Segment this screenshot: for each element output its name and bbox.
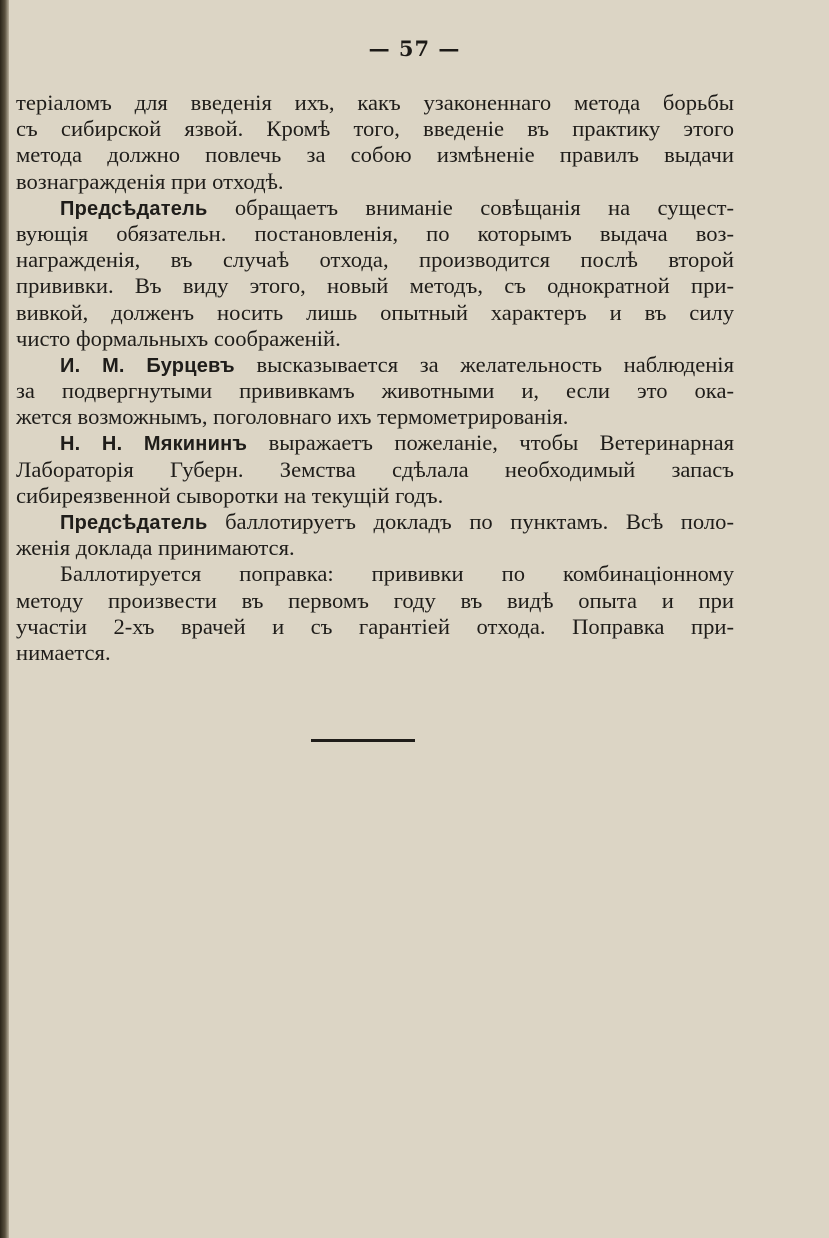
text-line: нимается. <box>16 639 111 665</box>
text-line: методу произвести въ первомъ году въ видѣ опыта и при <box>16 587 734 613</box>
text-line <box>16 195 734 221</box>
text-line: вующія обязательн. постановленія, по которымъ выдача воз- <box>16 220 734 246</box>
section-end-rule <box>311 739 415 742</box>
text-line: теріаломъ для введенія ихъ, какъ узаконеннаго метода борьбы <box>16 90 734 115</box>
text-line: Лабораторія Губерн. Земства сдѣлала необходимый запасъ <box>16 456 734 482</box>
text-line: съ сибирской язвой. Кромѣ того, введеніе въ практику этого <box>16 116 734 142</box>
text-line: чисто формальныхъ соображеній. <box>16 325 341 351</box>
paragraph-3 <box>16 352 734 431</box>
text-line-rest: выражаетъ пожеланіе, чтобы Ветеринарная <box>268 430 734 456</box>
speaker-name: Предсѣдатель <box>60 197 208 220</box>
text-line <box>16 509 734 535</box>
text-line-rest: баллотируетъ докладъ по пунктамъ. Всѣ поло- <box>225 509 734 534</box>
text-line: Баллотируется поправка: прививки по комбинаціонному <box>60 561 734 587</box>
paragraph-6 <box>16 561 734 666</box>
page-number: — 57 — <box>368 36 461 61</box>
text-line: вивкой, долженъ носить лишь опытный характеръ и въ силу <box>16 299 734 325</box>
paragraph-1 <box>16 90 734 195</box>
text-line: за подвергнутыми прививкамъ животными и, если это ока- <box>16 378 734 404</box>
text-line: награжденія, въ случаѣ отхода, производится послѣ второй <box>16 247 734 273</box>
body-text <box>16 90 734 666</box>
speaker-name: И. М. Бурцевъ <box>60 354 235 377</box>
text-line: женія доклада принимаются. <box>16 535 295 561</box>
text-line: вознагражденія при отходѣ. <box>16 168 284 194</box>
paragraph-2 <box>16 195 734 352</box>
paragraph-5 <box>16 509 734 561</box>
text-line <box>16 352 734 378</box>
text-line <box>16 430 734 456</box>
text-line: жется возможнымъ, поголовнаго ихъ термометрированія. <box>16 404 569 430</box>
text-line-rest: обращаетъ вниманіе совѣщанія на сущест- <box>234 194 734 220</box>
text-line: участіи 2-хъ врачей и съ гарантіей отхода. Поправка при- <box>16 613 734 639</box>
speaker-name: Н. Н. Мякининъ <box>60 433 248 456</box>
speaker-name: Предсѣдатель <box>60 512 208 534</box>
text-line: сибиреязвенной сыворотки на текущій годъ. <box>16 482 444 508</box>
text-line: метода должно повлечь за собою измѣненіе правилъ выдачи <box>16 142 734 168</box>
page-binding-edge <box>0 0 9 1238</box>
text-line-rest: высказывается за желательность наблюденія <box>256 351 734 377</box>
text-line: прививки. Въ виду этого, новый методъ, съ однократной при- <box>16 273 734 299</box>
paragraph-4 <box>16 430 734 509</box>
